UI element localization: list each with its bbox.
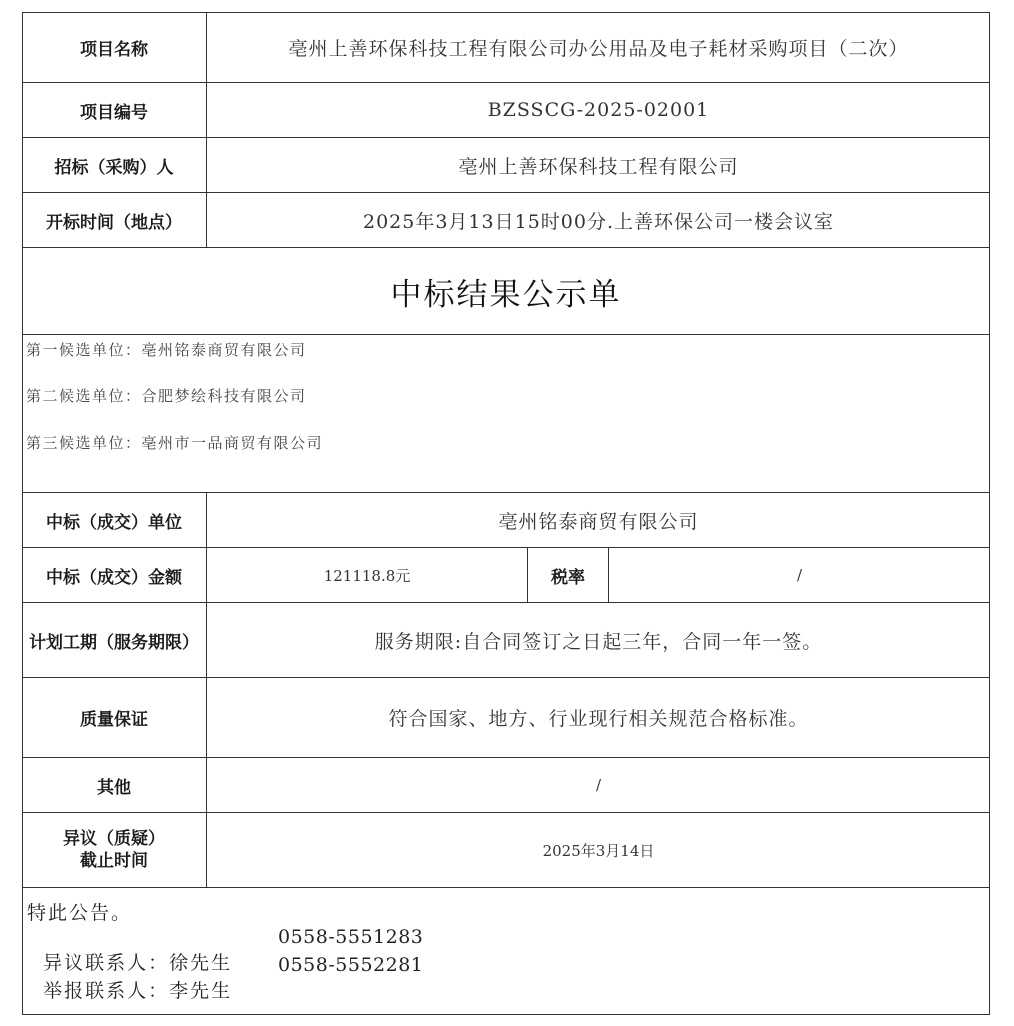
service-period-value: 服务期限:自合同签订之日起三年，合同一年一签。 [374, 630, 823, 653]
quality-label: 质量保证 [80, 710, 148, 730]
tax-rate-value: / [796, 566, 803, 584]
amount-label: 中标（成交）金额 [46, 567, 182, 588]
project-name-value: 亳州上善环保科技工程有限公司办公用品及电子耗材采购项目（二次） [288, 37, 909, 60]
report-phone: 0558-5552281 [278, 954, 424, 976]
objection-deadline-label-line1: 异议（质疑） [63, 829, 165, 849]
service-period-label: 计划工期（服务期限） [29, 632, 199, 653]
footer-notice: 特此公告。 [27, 902, 133, 924]
candidate-item: 第三候选单位：亳州市一品商贸有限公司 [26, 434, 324, 452]
project-name-label: 项目名称 [80, 39, 148, 60]
tenderer-label: 招标（采购）人 [54, 157, 174, 178]
opening-value: 2025年3月13日15时00分.上善环保公司一楼会议室 [362, 210, 834, 233]
candidate-item: 第一候选单位：亳州铭泰商贸有限公司 [26, 341, 307, 359]
opening-label: 开标时间（地点） [46, 212, 182, 233]
report-contact: 举报联系人：李先生 [43, 980, 233, 1002]
section-title: 中标结果公示单 [390, 276, 622, 313]
winner-label: 中标（成交）单位 [46, 512, 182, 533]
report-contact-line [27, 954, 424, 1025]
other-value: / [595, 776, 602, 794]
objection-contact: 异议联系人：徐先生 [43, 952, 233, 974]
amount-value: 121118.8元 [323, 566, 411, 585]
row-divider [22, 887, 990, 888]
other-label: 其他 [97, 777, 131, 798]
candidate-item: 第二候选单位：合肥梦绘科技有限公司 [26, 387, 307, 405]
objection-deadline-value: 2025年3月14日 [542, 841, 655, 860]
row-divider [22, 334, 990, 335]
objection-deadline-label [22, 813, 206, 887]
winner-value: 亳州铭泰商贸有限公司 [498, 510, 699, 533]
objection-phone: 0558-5551283 [278, 926, 424, 948]
project-code-value: BZSSCG-2025-02001 [487, 99, 710, 121]
objection-deadline-label-line2: 截止时间 [80, 851, 148, 871]
tenderer-value: 亳州上善环保科技工程有限公司 [458, 155, 739, 178]
quality-value: 符合国家、地方、行业现行相关规范合格标准。 [388, 708, 809, 730]
project-code-label: 项目编号 [80, 102, 148, 123]
tax-rate-label: 税率 [551, 567, 585, 588]
